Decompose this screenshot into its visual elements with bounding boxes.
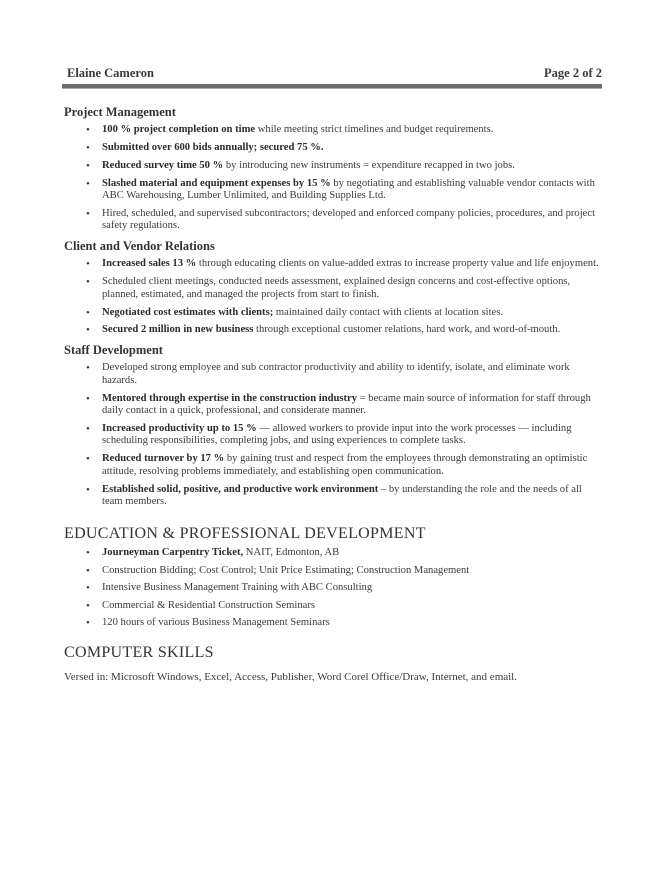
item-highlight: Submitted over 600 bids annually; secured 75 %. xyxy=(102,141,324,153)
section-heading: Staff Development xyxy=(64,343,163,358)
item-text: NAIT, Edmonton, AB xyxy=(243,547,340,559)
item-text: through educating clients on value-added extras to increase property value and life enjoyment. xyxy=(196,258,599,270)
item-highlight: Secured 2 million in new business xyxy=(102,324,254,336)
item-text: by gaining trust and respect from the employees through demonstrating an optimistic attitude, resolving problems immediately, and establishing open communication. xyxy=(102,453,588,477)
bullet-list xyxy=(64,124,604,233)
header-page-number: Page 2 of 2 xyxy=(544,66,602,80)
item-text: Developed strong employee and sub contractor productivity and ability to identify, isolate, and eliminate work hazards. xyxy=(102,362,570,386)
bullet-icon: • xyxy=(86,582,90,595)
list-item xyxy=(64,600,604,612)
item-highlight: Increased productivity up to 15 % xyxy=(102,423,257,434)
list-item xyxy=(64,276,604,301)
bullet-icon: • xyxy=(86,306,90,319)
resume-content xyxy=(64,104,604,683)
bullet-icon: • xyxy=(86,599,90,612)
item-text: while meeting strict timelines and budget requirements. xyxy=(255,124,494,135)
list-item xyxy=(64,393,604,418)
item-text: by introducing new instruments = expenditure recapped in two jobs. xyxy=(223,159,515,171)
list-item xyxy=(64,617,604,629)
education-section xyxy=(64,524,604,629)
staff-development-section xyxy=(64,342,604,508)
bullet-icon: • xyxy=(86,208,90,221)
list-item xyxy=(64,142,604,154)
computer-skills-text: Versed in: Microsoft Windows, Excel, Access, Publisher, Word Corel Office/Draw, Internet, and email. xyxy=(64,671,517,684)
item-text: Intensive Business Management Training with ABC Consulting xyxy=(102,582,373,594)
list-item xyxy=(64,362,604,387)
header-name: Elaine Cameron xyxy=(67,66,154,80)
bullet-icon: • xyxy=(86,392,90,405)
item-highlight: Increased sales 13 % xyxy=(102,258,197,270)
list-item xyxy=(64,307,604,319)
section-heading: Project Management xyxy=(64,105,176,119)
bullet-icon: • xyxy=(86,423,90,435)
item-text: 120 hours of various Business Management Seminars xyxy=(102,617,330,629)
list-item xyxy=(64,208,604,233)
list-item xyxy=(64,565,604,577)
bullet-icon: • xyxy=(86,276,90,289)
bullet-icon: • xyxy=(86,483,90,496)
bullet-list xyxy=(64,258,604,337)
item-highlight: Journeyman Carpentry Ticket, xyxy=(102,547,244,559)
header-divider xyxy=(62,84,602,89)
item-text: through exceptional customer relations, hard work, and word-of-mouth. xyxy=(253,324,561,336)
bullet-list xyxy=(64,362,604,508)
item-text: by negotiating and establishing valuable vendor contacts with ABC Warehousing, Lumber Unlimited, and Building Supplies Ltd. xyxy=(102,177,595,202)
bullet-icon: • xyxy=(86,141,90,154)
computer-skills-section xyxy=(64,643,604,683)
item-text: — allowed workers to provide input into the work processes — including scheduling responsibilities, completing jobs, and using experiences to complete tasks. xyxy=(102,423,572,447)
bullet-icon: • xyxy=(86,159,90,172)
item-text: Scheduled client meetings, conducted needs assessment, explained design concerns and cost-effective options, planned, estimated, and managed the projects from start to finish. xyxy=(102,276,571,300)
item-text: – by understanding the role and the needs of all team members. xyxy=(102,483,582,508)
item-highlight: Slashed material and equipment expenses by 15 % xyxy=(102,177,331,189)
section-heading: COMPUTER SKILLS xyxy=(64,644,214,662)
client-vendor-section xyxy=(64,238,604,337)
list-item xyxy=(64,582,604,594)
bullet-icon: • xyxy=(86,564,90,577)
bullet-icon: • xyxy=(86,547,90,560)
item-highlight: 100 % project completion on time xyxy=(102,124,256,135)
list-item xyxy=(64,178,604,203)
list-item xyxy=(64,484,604,509)
bullet-icon: • xyxy=(86,362,90,375)
item-highlight: Mentored through expertise in the construction industry xyxy=(102,392,358,404)
section-heading: EDUCATION & PROFESSIONAL DEVELOPMENT xyxy=(64,525,426,543)
item-text: Commercial & Residential Construction Seminars xyxy=(102,599,316,611)
bullet-icon: • xyxy=(86,324,90,337)
project-management-section xyxy=(64,104,604,233)
bullet-icon: • xyxy=(86,124,90,136)
bullet-icon: • xyxy=(86,617,90,630)
list-item xyxy=(64,547,604,559)
list-item xyxy=(64,423,604,448)
bullet-icon: • xyxy=(86,177,90,190)
section-heading: Client and Vendor Relations xyxy=(64,239,215,254)
item-text: Construction Bidding; Cost Control; Unit Price Estimating; Construction Management xyxy=(102,564,470,576)
item-text: = became main source of information for staff through daily contact in a quick, professional, and considerate manner. xyxy=(102,392,591,417)
bullet-icon: • xyxy=(86,258,90,271)
item-text: Hired, scheduled, and supervised subcontractors; developed and enforced company policies, procedures, and project safety regulations. xyxy=(102,208,596,232)
item-highlight: Reduced turnover by 17 % xyxy=(102,453,225,465)
list-item xyxy=(64,453,604,478)
bullet-list xyxy=(64,547,604,629)
list-item xyxy=(64,324,604,336)
list-item xyxy=(64,124,604,136)
item-highlight: Reduced survey time 50 % xyxy=(102,159,224,171)
item-highlight: Negotiated cost estimates with clients; xyxy=(102,306,274,318)
list-item xyxy=(64,258,604,270)
list-item xyxy=(64,160,604,172)
item-highlight: Established solid, positive, and productive work environment xyxy=(102,483,379,495)
bullet-icon: • xyxy=(86,453,90,466)
item-text: maintained daily contact with clients at location sites. xyxy=(273,306,503,318)
